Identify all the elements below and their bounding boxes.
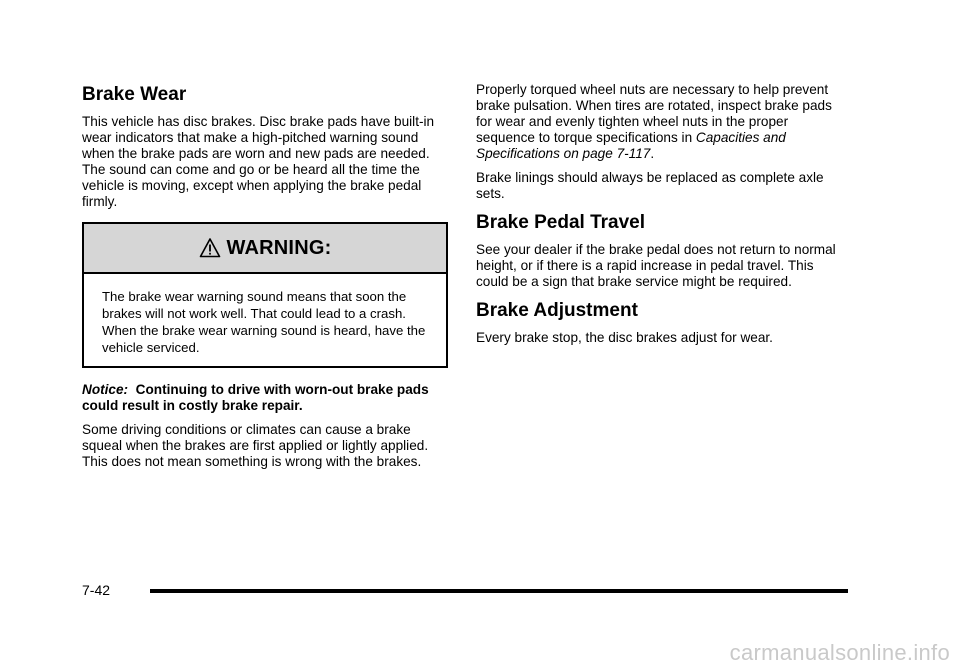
wheel-nuts-text: Properly torqued wheel nuts are necessary to help prevent brake pulsation. When tires are rotated, inspect brake pads for wear and evenly tighten wheel nuts in the proper sequence to torque specifications in xyxy=(476,82,832,145)
brake-adjustment-paragraph: Every brake stop, the disc brakes adjust for wear. xyxy=(476,330,773,345)
notice-label: Notice: xyxy=(82,382,129,397)
specifications-reference-link[interactable]: Capacities and Specifications on page 7-117 xyxy=(476,130,786,161)
brake-squeal-paragraph: Some driving conditions or climates can cause a brake squeal when the brakes are first applied or lightly applied. This does not mean something is wrong with the brakes. xyxy=(82,422,429,469)
brake-pedal-travel-heading: Brake Pedal Travel xyxy=(476,212,645,233)
brake-pedal-travel-paragraph: See your dealer if the brake pedal does not return to normal height, or if there is a rapid increase in pedal travel. This could be a sign that brake service might be required. xyxy=(476,242,836,289)
warning-body xyxy=(84,274,446,366)
warning-box xyxy=(82,222,448,368)
warning-text: The brake wear warning sound means that soon the brakes will not work well. That could lead to a crash. When the brake wear warning sound is heard, have the vehicle serviced. xyxy=(102,289,426,355)
brake-linings-paragraph: Brake linings should always be replaced as complete axle sets. xyxy=(476,170,824,201)
notice-paragraph xyxy=(82,382,448,414)
wheel-nuts-paragraph xyxy=(476,82,842,162)
brake-wear-heading: Brake Wear xyxy=(82,84,187,105)
warning-header xyxy=(84,224,446,274)
warning-title: WARNING: xyxy=(226,236,332,259)
watermark: carmanualsonline.info xyxy=(729,640,950,665)
left-column xyxy=(82,84,448,478)
warning-triangle-icon xyxy=(199,237,221,259)
page-number: 7-42 xyxy=(82,582,111,598)
wheel-nuts-period: . xyxy=(650,146,655,161)
footer-rule xyxy=(150,589,848,593)
notice-text: Continuing to drive with worn-out brake pads could result in costly brake repair. xyxy=(82,382,429,413)
brake-adjustment-heading: Brake Adjustment xyxy=(476,300,638,321)
right-column xyxy=(476,82,842,354)
brake-wear-paragraph: This vehicle has disc brakes. Disc brake pads have built-in wear indicators that make a high-pitched warning sound when the brake pads are worn and new pads are needed. The sound can come and go or be heard all the time the vehicle is moving, except when applying the brake pedal firmly. xyxy=(82,114,435,209)
